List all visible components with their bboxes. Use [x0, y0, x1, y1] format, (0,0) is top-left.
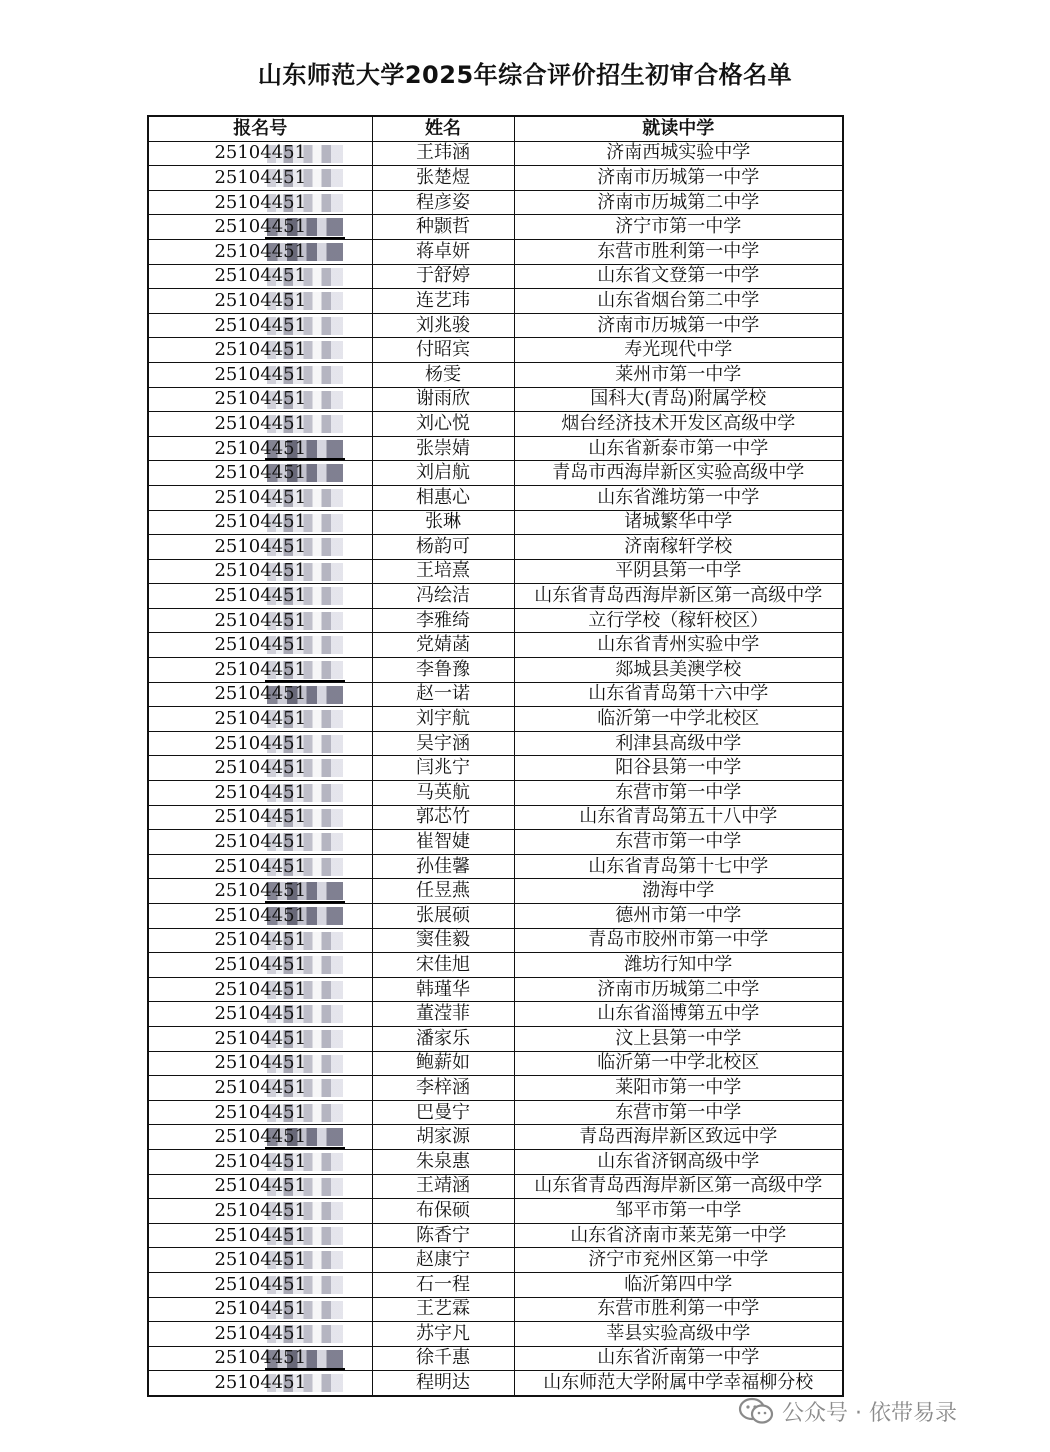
student-name-cell: 韩瑾华	[372, 977, 514, 1002]
table-row	[148, 412, 843, 437]
student-name-cell: 李鲁豫	[372, 658, 514, 683]
registration-number-cell	[148, 412, 372, 437]
registration-number-prefix: 25104451	[214, 1101, 307, 1123]
registration-number-cell	[148, 1322, 372, 1347]
student-name-cell: 布保硕	[372, 1199, 514, 1224]
school-cell: 山东省青州实验中学	[514, 633, 843, 658]
registration-number-cell	[148, 289, 372, 314]
school-cell: 青岛市胶州市第一中学	[514, 928, 843, 953]
registration-number-prefix: 25104451	[214, 1052, 307, 1074]
school-cell: 山东省沂南第一中学	[514, 1346, 843, 1371]
school-cell: 山东省济钢高级中学	[514, 1149, 843, 1174]
registration-number-cell	[148, 904, 372, 929]
registration-number-cell	[148, 338, 372, 363]
school-cell: 东营市第一中学	[514, 830, 843, 855]
registration-number-prefix: 25104451	[214, 1249, 307, 1271]
registration-number-cell	[148, 953, 372, 978]
registration-number-cell	[148, 1174, 372, 1199]
school-cell: 青岛西海岸新区致远中学	[514, 1125, 843, 1150]
registration-number-cell	[148, 461, 372, 486]
registration-number-prefix: 25104451	[214, 560, 307, 582]
student-name-cell: 刘启航	[372, 461, 514, 486]
student-name-cell: 马英航	[372, 781, 514, 806]
school-cell: 济南市历城第二中学	[514, 977, 843, 1002]
student-name-cell: 程明达	[372, 1371, 514, 1396]
school-cell: 汶上县第一中学	[514, 1026, 843, 1051]
registration-number-prefix: 25104451	[214, 1076, 307, 1098]
school-cell: 山东省青岛第五十八中学	[514, 805, 843, 830]
registration-number-cell	[148, 608, 372, 633]
school-cell: 莘县实验高级中学	[514, 1322, 843, 1347]
registration-number-cell	[148, 830, 372, 855]
student-name-cell: 孙佳馨	[372, 854, 514, 879]
registration-number-cell	[148, 584, 372, 609]
student-name-cell: 李雅绮	[372, 608, 514, 633]
registration-number-prefix: 25104451	[214, 486, 307, 508]
table-row	[148, 1248, 843, 1273]
school-cell: 济南市历城第一中学	[514, 313, 843, 338]
table-row	[148, 781, 843, 806]
table-row	[148, 1223, 843, 1248]
watermark	[738, 1391, 1028, 1431]
student-name-cell: 石一程	[372, 1272, 514, 1297]
student-name-cell: 潘家乐	[372, 1026, 514, 1051]
table-row	[148, 1174, 843, 1199]
registration-number-prefix: 25104451	[214, 265, 307, 287]
registration-number-prefix: 25104451	[214, 634, 307, 656]
registration-number-cell	[148, 1026, 372, 1051]
table-row	[148, 239, 843, 264]
admission-list-table	[147, 115, 844, 1397]
registration-number-prefix: 25104451	[214, 142, 307, 164]
table-row	[148, 1149, 843, 1174]
school-cell: 德州市第一中学	[514, 904, 843, 929]
table-row	[148, 387, 843, 412]
student-name-cell: 郭芯竹	[372, 805, 514, 830]
school-cell: 莱州市第一中学	[514, 362, 843, 387]
table-row	[148, 1076, 843, 1101]
school-cell: 山东省青岛第十七中学	[514, 854, 843, 879]
student-name-cell: 连艺玮	[372, 289, 514, 314]
student-name-cell: 王玮涵	[372, 141, 514, 166]
registration-number-prefix: 25104451	[214, 191, 307, 213]
table-row	[148, 166, 843, 191]
school-cell: 莱阳市第一中学	[514, 1076, 843, 1101]
table-row	[148, 289, 843, 314]
registration-number-prefix: 25104451	[214, 166, 307, 188]
table-row	[148, 190, 843, 215]
student-name-cell: 徐千惠	[372, 1346, 514, 1371]
registration-number-prefix: 25104451	[214, 1372, 307, 1394]
table-row	[148, 608, 843, 633]
page-title: 山东师范大学2025年综合评价招生初审合格名单	[257, 61, 793, 89]
student-name-cell: 冯绘洁	[372, 584, 514, 609]
registration-number-cell	[148, 362, 372, 387]
registration-number-cell	[148, 928, 372, 953]
table-row	[148, 215, 843, 240]
table-row	[148, 313, 843, 338]
registration-number-prefix: 25104451	[214, 339, 307, 361]
student-name-cell: 张展硕	[372, 904, 514, 929]
registration-number-prefix: 25104451	[214, 658, 307, 680]
registration-number-cell	[148, 313, 372, 338]
school-cell: 渤海中学	[514, 879, 843, 904]
table-row	[148, 338, 843, 363]
student-name-cell: 张琳	[372, 510, 514, 535]
registration-number-prefix: 25104451	[214, 1199, 307, 1221]
student-name-cell: 鲍薪如	[372, 1051, 514, 1076]
registration-number-prefix: 25104451	[214, 240, 307, 262]
registration-number-prefix: 25104451	[214, 1175, 307, 1197]
school-cell: 山东省青岛西海岸新区第一高级中学	[514, 584, 843, 609]
school-cell: 临沂第四中学	[514, 1272, 843, 1297]
student-name-cell: 刘心悦	[372, 412, 514, 437]
registration-number-prefix: 25104451	[214, 781, 307, 803]
table-row	[148, 1297, 843, 1322]
school-cell: 山东省淄博第五中学	[514, 1002, 843, 1027]
table-row	[148, 854, 843, 879]
table-row	[148, 879, 843, 904]
school-cell: 山东省潍坊第一中学	[514, 485, 843, 510]
table-header-row	[148, 116, 843, 141]
registration-number-prefix: 25104451	[214, 732, 307, 754]
school-cell: 山东省文登第一中学	[514, 264, 843, 289]
student-name-cell: 付昭宾	[372, 338, 514, 363]
table-row	[148, 658, 843, 683]
header-school: 就读中学	[514, 116, 843, 141]
school-cell: 临沂第一中学北校区	[514, 707, 843, 732]
table-row	[148, 1322, 843, 1347]
student-name-cell: 朱泉惠	[372, 1149, 514, 1174]
school-cell: 烟台经济技术开发区高级中学	[514, 412, 843, 437]
registration-number-prefix: 25104451	[214, 708, 307, 730]
school-cell: 东营市第一中学	[514, 1100, 843, 1125]
student-name-cell: 苏宇凡	[372, 1322, 514, 1347]
school-cell: 郯城县美澳学校	[514, 658, 843, 683]
table-body	[148, 141, 843, 1396]
school-cell: 邹平市第一中学	[514, 1199, 843, 1224]
student-name-cell: 张崇婧	[372, 436, 514, 461]
registration-number-prefix: 25104451	[214, 757, 307, 779]
registration-number-cell	[148, 1272, 372, 1297]
registration-number-cell	[148, 658, 372, 683]
table-row	[148, 485, 843, 510]
school-cell: 山东省青岛西海岸新区第一高级中学	[514, 1174, 843, 1199]
registration-number-prefix: 25104451	[214, 314, 307, 336]
student-name-cell: 蒋卓妍	[372, 239, 514, 264]
school-cell: 济南市历城第一中学	[514, 166, 843, 191]
registration-number-prefix: 25104451	[214, 978, 307, 1000]
registration-number-cell	[148, 387, 372, 412]
registration-number-cell	[148, 215, 372, 240]
table-row	[148, 461, 843, 486]
registration-number-cell	[148, 485, 372, 510]
table-row	[148, 535, 843, 560]
student-name-cell: 杨雯	[372, 362, 514, 387]
registration-number-prefix: 25104451	[214, 1003, 307, 1025]
registration-number-prefix: 25104451	[214, 880, 307, 902]
registration-number-cell	[148, 1223, 372, 1248]
registration-number-prefix: 25104451	[214, 585, 307, 607]
registration-number-prefix: 25104451	[214, 683, 307, 705]
school-cell: 山东省济南市莱芜第一中学	[514, 1223, 843, 1248]
student-name-cell: 刘兆骏	[372, 313, 514, 338]
table-row	[148, 1026, 843, 1051]
school-cell: 东营市胜利第一中学	[514, 1297, 843, 1322]
registration-number-cell	[148, 1100, 372, 1125]
registration-number-prefix: 25104451	[214, 855, 307, 877]
school-cell: 济南市历城第二中学	[514, 190, 843, 215]
registration-number-prefix: 25104451	[214, 609, 307, 631]
registration-number-prefix: 25104451	[214, 1027, 307, 1049]
registration-number-cell	[148, 141, 372, 166]
registration-number-cell	[148, 1125, 372, 1150]
watermark-text: 公众号 · 依带易录	[782, 1400, 957, 1426]
registration-number-prefix: 25104451	[214, 1224, 307, 1246]
registration-number-prefix: 25104451	[214, 437, 307, 459]
registration-number-prefix: 25104451	[214, 289, 307, 311]
student-name-cell: 闫兆宁	[372, 756, 514, 781]
table-row	[148, 731, 843, 756]
table-row	[148, 953, 843, 978]
student-name-cell: 党婧菡	[372, 633, 514, 658]
table-row	[148, 584, 843, 609]
header-name: 姓名	[372, 116, 514, 141]
school-cell: 济宁市兖州区第一中学	[514, 1248, 843, 1273]
student-name-cell: 胡家源	[372, 1125, 514, 1150]
school-cell: 诸城繁华中学	[514, 510, 843, 535]
table-row	[148, 436, 843, 461]
registration-number-prefix: 25104451	[214, 363, 307, 385]
registration-number-cell	[148, 1051, 372, 1076]
table-row	[148, 1051, 843, 1076]
registration-number-cell	[148, 1371, 372, 1396]
school-cell: 东营市第一中学	[514, 781, 843, 806]
registration-number-prefix: 25104451	[214, 535, 307, 557]
student-name-cell: 张楚煜	[372, 166, 514, 191]
student-name-cell: 窦佳毅	[372, 928, 514, 953]
registration-number-prefix: 25104451	[214, 1273, 307, 1295]
registration-number-cell	[148, 1002, 372, 1027]
student-name-cell: 任昱燕	[372, 879, 514, 904]
registration-number-prefix: 25104451	[214, 904, 307, 926]
school-cell: 山东省青岛第十六中学	[514, 682, 843, 707]
school-cell: 阳谷县第一中学	[514, 756, 843, 781]
school-cell: 国科大(青岛)附属学校	[514, 387, 843, 412]
table-row	[148, 1272, 843, 1297]
school-cell: 潍坊行知中学	[514, 953, 843, 978]
registration-number-prefix: 25104451	[214, 929, 307, 951]
wechat-icon	[738, 1397, 774, 1425]
registration-number-cell	[148, 633, 372, 658]
table-row	[148, 928, 843, 953]
registration-number-prefix: 25104451	[214, 412, 307, 434]
school-cell: 利津县高级中学	[514, 731, 843, 756]
table-row	[148, 805, 843, 830]
registration-number-prefix: 25104451	[214, 388, 307, 410]
student-name-cell: 吴宇涵	[372, 731, 514, 756]
registration-number-prefix: 25104451	[214, 511, 307, 533]
registration-number-cell	[148, 1248, 372, 1273]
student-name-cell: 董滢菲	[372, 1002, 514, 1027]
registration-number-cell	[148, 879, 372, 904]
school-cell: 东营市胜利第一中学	[514, 239, 843, 264]
table-row	[148, 559, 843, 584]
table-row	[148, 510, 843, 535]
table-row	[148, 904, 843, 929]
table-row	[148, 1346, 843, 1371]
student-name-cell: 赵康宁	[372, 1248, 514, 1273]
registration-number-cell	[148, 190, 372, 215]
student-name-cell: 巴曼宁	[372, 1100, 514, 1125]
student-name-cell: 王培熹	[372, 559, 514, 584]
registration-number-prefix: 25104451	[214, 1298, 307, 1320]
school-cell: 济南稼轩学校	[514, 535, 843, 560]
registration-number-prefix: 25104451	[214, 462, 307, 484]
student-name-cell: 种颢哲	[372, 215, 514, 240]
registration-number-prefix: 25104451	[214, 831, 307, 853]
school-cell: 山东省新泰市第一中学	[514, 436, 843, 461]
registration-number-prefix: 25104451	[214, 953, 307, 975]
student-name-cell: 王靖涵	[372, 1174, 514, 1199]
registration-number-cell	[148, 781, 372, 806]
header-id: 报名号	[148, 116, 372, 141]
student-name-cell: 赵一诺	[372, 682, 514, 707]
table-row	[148, 1199, 843, 1224]
registration-number-cell	[148, 977, 372, 1002]
registration-number-cell	[148, 264, 372, 289]
registration-number-prefix: 25104451	[214, 1322, 307, 1344]
student-name-cell: 王艺霖	[372, 1297, 514, 1322]
registration-number-prefix: 25104451	[214, 1126, 307, 1148]
table-row	[148, 1100, 843, 1125]
student-name-cell: 于舒婷	[372, 264, 514, 289]
student-name-cell: 崔智婕	[372, 830, 514, 855]
registration-number-cell	[148, 756, 372, 781]
school-cell: 山东师范大学附属中学幸福柳分校	[514, 1371, 843, 1396]
school-cell: 立行学校（稼轩校区）	[514, 608, 843, 633]
registration-number-cell	[148, 854, 372, 879]
table-row	[148, 362, 843, 387]
table-row	[148, 633, 843, 658]
school-cell: 济南西城实验中学	[514, 141, 843, 166]
registration-number-cell	[148, 559, 372, 584]
registration-number-cell	[148, 436, 372, 461]
student-name-cell: 相惠心	[372, 485, 514, 510]
registration-number-cell	[148, 1149, 372, 1174]
registration-number-prefix: 25104451	[214, 1150, 307, 1172]
table-row	[148, 682, 843, 707]
school-cell: 临沂第一中学北校区	[514, 1051, 843, 1076]
student-name-cell: 刘宇航	[372, 707, 514, 732]
school-cell: 寿光现代中学	[514, 338, 843, 363]
table-row	[148, 707, 843, 732]
registration-number-cell	[148, 535, 372, 560]
school-cell: 平阴县第一中学	[514, 559, 843, 584]
school-cell: 山东省烟台第二中学	[514, 289, 843, 314]
registration-number-prefix: 25104451	[214, 1347, 307, 1369]
registration-number-cell	[148, 731, 372, 756]
registration-number-cell	[148, 1297, 372, 1322]
registration-number-cell	[148, 1199, 372, 1224]
student-name-cell: 李梓涵	[372, 1076, 514, 1101]
student-name-cell: 陈香宁	[372, 1223, 514, 1248]
registration-number-cell	[148, 166, 372, 191]
student-name-cell: 宋佳旭	[372, 953, 514, 978]
registration-number-cell	[148, 510, 372, 535]
table-row	[148, 977, 843, 1002]
student-name-cell: 程彦姿	[372, 190, 514, 215]
table-row	[148, 1125, 843, 1150]
school-cell: 济宁市第一中学	[514, 215, 843, 240]
table-row	[148, 141, 843, 166]
student-name-cell: 谢雨欣	[372, 387, 514, 412]
registration-number-cell	[148, 707, 372, 732]
registration-number-cell	[148, 805, 372, 830]
table-row	[148, 830, 843, 855]
table-row	[148, 1002, 843, 1027]
registration-number-cell	[148, 1346, 372, 1371]
student-name-cell: 杨韵可	[372, 535, 514, 560]
registration-number-cell	[148, 239, 372, 264]
registration-number-prefix: 25104451	[214, 216, 307, 238]
registration-number-prefix: 25104451	[214, 806, 307, 828]
registration-number-cell	[148, 1076, 372, 1101]
registration-number-cell	[148, 682, 372, 707]
school-cell: 青岛市西海岸新区实验高级中学	[514, 461, 843, 486]
table-row	[148, 756, 843, 781]
table-row	[148, 264, 843, 289]
